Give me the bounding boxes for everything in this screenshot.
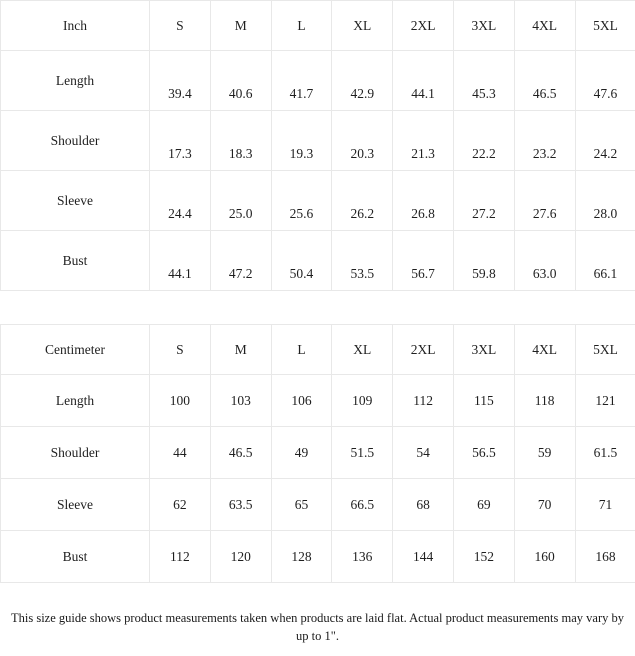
measurement-value: 22.2 [453, 111, 514, 171]
measurement-label: Sleeve [1, 479, 150, 531]
measurement-value: 41.7 [271, 51, 332, 111]
measurement-value: 62 [150, 479, 211, 531]
size-header-cell: 4XL [514, 1, 575, 51]
unit-label-cell: Centimeter [1, 325, 150, 375]
measurement-value: 109 [332, 375, 393, 427]
measurement-value: 61.5 [575, 427, 635, 479]
measurement-value: 59.8 [453, 231, 514, 291]
measurement-value: 24.4 [150, 171, 211, 231]
measurement-value: 44.1 [150, 231, 211, 291]
measurement-value: 54 [393, 427, 454, 479]
table-row [1, 231, 635, 291]
measurement-value: 39.4 [150, 51, 211, 111]
table-row [1, 479, 635, 531]
measurement-value: 66.1 [575, 231, 635, 291]
measurement-value: 19.3 [271, 111, 332, 171]
size-header-cell: XL [332, 1, 393, 51]
measurement-value: 47.2 [210, 231, 271, 291]
measurement-value: 50.4 [271, 231, 332, 291]
measurement-label: Length [1, 51, 150, 111]
measurement-value: 63.5 [210, 479, 271, 531]
measurement-label: Bust [1, 231, 150, 291]
size-header-cell: 2XL [393, 1, 454, 51]
measurement-value: 68 [393, 479, 454, 531]
table-header-row [1, 1, 635, 51]
measurement-value: 40.6 [210, 51, 271, 111]
table-header-row [1, 325, 635, 375]
measurement-value: 44 [150, 427, 211, 479]
measurement-value: 106 [271, 375, 332, 427]
measurement-value: 160 [514, 531, 575, 583]
measurement-value: 46.5 [514, 51, 575, 111]
measurement-value: 69 [453, 479, 514, 531]
measurement-value: 23.2 [514, 111, 575, 171]
measurement-value: 24.2 [575, 111, 635, 171]
measurement-value: 49 [271, 427, 332, 479]
table-row [1, 51, 635, 111]
measurement-value: 112 [393, 375, 454, 427]
size-guide-note: This size guide shows product measurements taken when products are laid flat. Actual product measurements may vary by up to 1". [10, 611, 625, 644]
measurement-value: 115 [453, 375, 514, 427]
measurement-value: 21.3 [393, 111, 454, 171]
size-header-cell: 5XL [575, 325, 635, 375]
measurement-value: 56.7 [393, 231, 454, 291]
measurement-value: 66.5 [332, 479, 393, 531]
measurement-value: 103 [210, 375, 271, 427]
inch-size-table [0, 0, 635, 291]
centimeter-table-wrapper [0, 324, 635, 583]
measurement-value: 120 [210, 531, 271, 583]
measurement-value: 18.3 [210, 111, 271, 171]
measurement-value: 121 [575, 375, 635, 427]
measurement-value: 44.1 [393, 51, 454, 111]
measurement-value: 144 [393, 531, 454, 583]
size-header-cell: 3XL [453, 1, 514, 51]
measurement-value: 56.5 [453, 427, 514, 479]
size-header-cell: 5XL [575, 1, 635, 51]
measurement-value: 53.5 [332, 231, 393, 291]
measurement-value: 26.2 [332, 171, 393, 231]
measurement-value: 65 [271, 479, 332, 531]
measurement-value: 100 [150, 375, 211, 427]
size-header-cell: 4XL [514, 325, 575, 375]
measurement-value: 152 [453, 531, 514, 583]
measurement-value: 28.0 [575, 171, 635, 231]
measurement-value: 136 [332, 531, 393, 583]
table-row [1, 171, 635, 231]
size-header-cell: M [210, 1, 271, 51]
measurement-value: 27.2 [453, 171, 514, 231]
measurement-value: 25.6 [271, 171, 332, 231]
measurement-value: 20.3 [332, 111, 393, 171]
unit-label-cell: Inch [1, 1, 150, 51]
measurement-value: 42.9 [332, 51, 393, 111]
measurement-label: Shoulder [1, 427, 150, 479]
table-spacer [0, 291, 635, 324]
measurement-value: 70 [514, 479, 575, 531]
measurement-label: Length [1, 375, 150, 427]
size-header-cell: L [271, 1, 332, 51]
size-header-cell: M [210, 325, 271, 375]
size-header-cell: S [150, 1, 211, 51]
measurement-value: 26.8 [393, 171, 454, 231]
size-header-cell: 3XL [453, 325, 514, 375]
size-header-cell: 2XL [393, 325, 454, 375]
centimeter-size-table [0, 324, 635, 583]
table-row [1, 531, 635, 583]
measurement-value: 118 [514, 375, 575, 427]
measurement-value: 112 [150, 531, 211, 583]
measurement-value: 17.3 [150, 111, 211, 171]
measurement-value: 47.6 [575, 51, 635, 111]
measurement-value: 59 [514, 427, 575, 479]
inch-table-wrapper [0, 0, 635, 291]
measurement-label: Shoulder [1, 111, 150, 171]
measurement-value: 71 [575, 479, 635, 531]
measurement-value: 51.5 [332, 427, 393, 479]
measurement-value: 128 [271, 531, 332, 583]
measurement-label: Bust [1, 531, 150, 583]
size-header-cell: S [150, 325, 211, 375]
table-row [1, 375, 635, 427]
measurement-value: 45.3 [453, 51, 514, 111]
measurement-value: 27.6 [514, 171, 575, 231]
table-row [1, 427, 635, 479]
measurement-value: 168 [575, 531, 635, 583]
table-row [1, 111, 635, 171]
measurement-label: Sleeve [1, 171, 150, 231]
measurement-value: 63.0 [514, 231, 575, 291]
size-header-cell: L [271, 325, 332, 375]
size-header-cell: XL [332, 325, 393, 375]
measurement-value: 25.0 [210, 171, 271, 231]
measurement-value: 46.5 [210, 427, 271, 479]
